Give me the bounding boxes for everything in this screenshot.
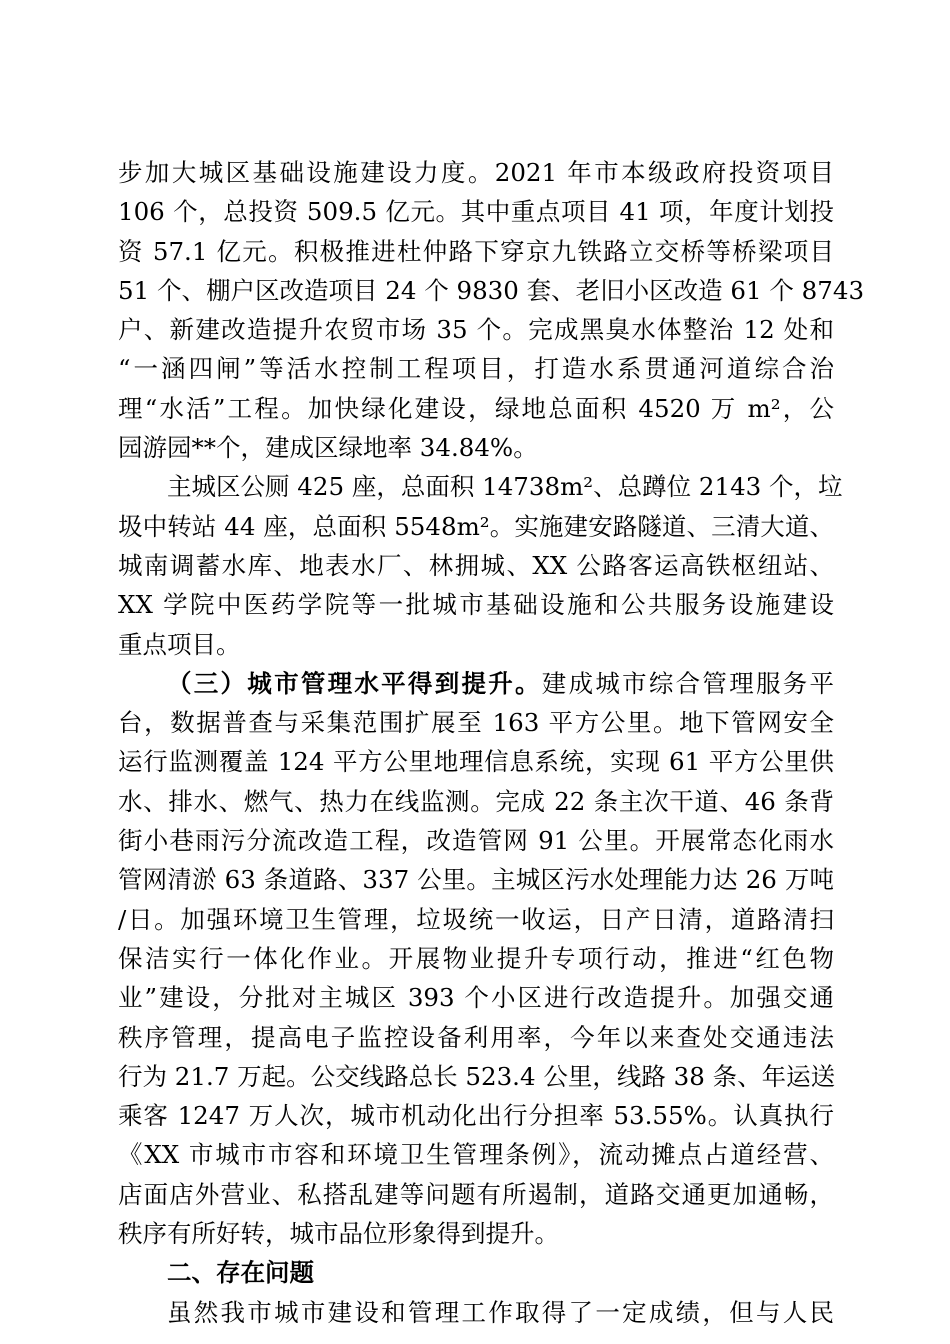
paragraph-2-line-2: 圾中转站 44 座，总面积 5548m²。实施建安路隧道、三清大道、 xyxy=(118,511,834,541)
paragraph-4-line-1: 虽然我市城市建设和管理工作取得了一定成绩，但与人民 xyxy=(167,1297,834,1327)
paragraph-1-line-2: 106 个，总投资 509.5 亿元。其中重点项目 41 项，年度计划投 xyxy=(118,197,834,227)
paragraph-3-line-4: 水、排水、燃气、热力在线监测。完成 22 条主次干道、46 条背 xyxy=(118,786,834,816)
subsection-heading-3: （三）城市管理水平得到提升。 xyxy=(167,668,542,698)
paragraph-1-line-4: 51 个、棚户区改造项目 24 个 9830 套、老旧小区改造 61 个 8743 xyxy=(118,275,865,305)
paragraph-3-line-12: 乘客 1247 万人次，城市机动化出行分担率 53.55%。认真执行 xyxy=(118,1101,834,1131)
paragraph-3-line-1 xyxy=(118,664,834,703)
paragraph-3-line-8: 保洁实行一体化作业。开展物业提升专项行动，推进“红色物 xyxy=(118,943,834,973)
paragraph-3-line-14: 店面店外营业、私搭乱建等问题有所遏制，道路交通更加通畅， xyxy=(118,1179,834,1209)
paragraph-3-line-6: 管网清淤 63 条道路、337 公里。主城区污水处理能力达 26 万吨 xyxy=(118,865,834,895)
paragraph-3-line-7: /日。加强环境卫生管理，垃圾统一收运，日产日清，道路清扫 xyxy=(118,904,834,934)
paragraph-3-line-3: 运行监测覆盖 124 平方公里地理信息系统，实现 61 平方公里供 xyxy=(118,747,834,777)
paragraph-2-line-4: XX 学院中医药学院等一批城市基础设施和公共服务设施建设 xyxy=(118,590,834,620)
paragraph-2-line-1: 主城区公厕 425 座，总面积 14738m²、总蹲位 2143 个，垃 xyxy=(167,472,843,502)
paragraph-1-line-7: 理“水活”工程。加快绿化建设，绿地总面积 4520 万 m²，公 xyxy=(118,393,834,423)
paragraph-2-line-5: 重点项目。 xyxy=(118,629,241,659)
paragraph-3-line-11: 行为 21.7 万起。公交线路总长 523.4 公里，线路 38 条、年运送 xyxy=(118,1061,836,1091)
paragraph-1-line-1: 步加大城区基础设施建设力度。2021 年市本级政府投资项目 xyxy=(118,158,834,187)
paragraph-3-line-2: 台，数据普查与采集范围扩展至 163 平方公里。地下管网安全 xyxy=(118,708,834,738)
paragraph-3-line-9: 业”建设，分批对主城区 393 个小区进行改造提升。加强交通 xyxy=(118,983,834,1013)
paragraph-1-line-3: 资 57.1 亿元。积极推进杜仲路下穿京九铁路立交桥等桥梁项目 xyxy=(118,236,834,266)
paragraph-3-line-15: 秩序有所好转，城市品位形象得到提升。 xyxy=(118,1219,559,1249)
paragraph-2-line-3: 城南调蓄水库、地表水厂、林拥城、XX 公路客运高铁枢纽站、 xyxy=(118,550,834,580)
paragraph-3-line-10: 秩序管理，提高电子监控设备利用率，今年以来查处交通违法 xyxy=(118,1022,834,1052)
paragraph-1-line-5: 户、新建改造提升农贸市场 35 个。完成黑臭水体整治 12 处和 xyxy=(118,315,834,345)
paragraph-3-line-5: 街小巷雨污分流改造工程，改造管网 91 公里。开展常态化雨水 xyxy=(118,826,834,856)
document-body xyxy=(118,153,865,1332)
paragraph-3-line-1-text: 建成城市综合管理服务平 xyxy=(541,668,835,698)
paragraph-1-line-6: “一涵四闸”等活水控制工程项目，打造水系贯通河道综合治 xyxy=(118,354,834,384)
section-heading: 二、存在问题 xyxy=(167,1258,314,1288)
paragraph-3-line-13: 《XX 市城市市容和环境卫生管理条例》，流动摊点占道经营、 xyxy=(118,1140,834,1170)
paragraph-1-line-8: 园游园**个，建成区绿地率 34.84%。 xyxy=(118,433,538,463)
